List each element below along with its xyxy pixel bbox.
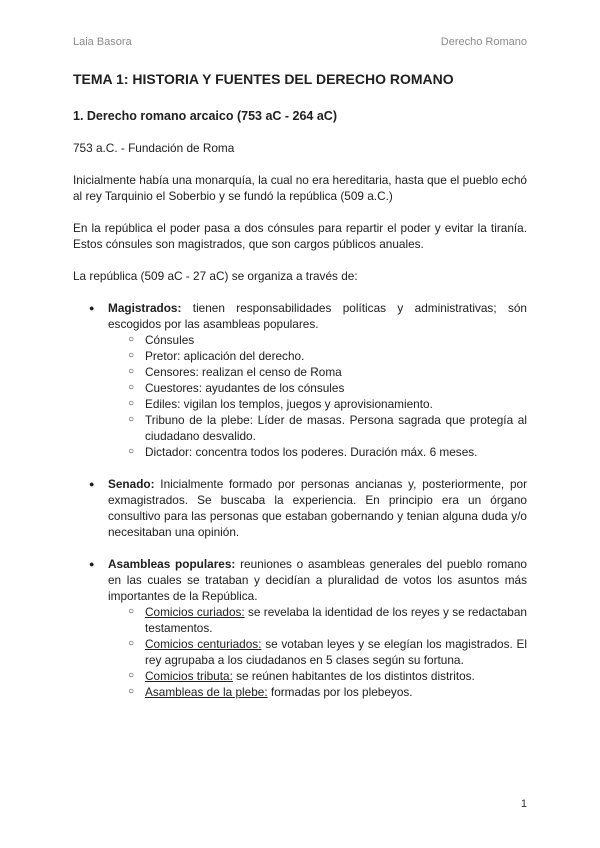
paragraph-monarchy: Inicialmente había una monarquía, la cual no era hereditaria, hasta que el pueblo echó al rey Tarquinio el Soberbio y se fundó la república (509 a.C.) [73,173,527,203]
list-item: ○ Dictador: concentra todos los poderes. Duración máx. 6 meses. [108,444,527,460]
desc-comicios-tributa: se reúnen habitantes de los distintos distritos. [232,669,475,683]
header-subject: Derecho Romano [440,36,527,48]
list-item [108,636,527,668]
header-author: Laia Basora [73,36,132,48]
organization-list [73,300,527,700]
document-title: TEMA 1: HISTORIA Y FUENTES DEL DERECHO ROMANO [73,71,454,87]
paragraph-consuls: En la república el poder pasa a dos cónsules para repartir el poder y evitar la tiranía. Estos cónsules son magistrados, que son cargos públicos anuales. [73,221,527,251]
list-item-asambleas [73,556,527,700]
term-comicios-centuriados: Comicios centuriados: [145,637,262,651]
document-body [73,70,527,716]
term-asambleas: Asambleas populares: [108,557,236,571]
paragraph-republic: La república (509 aC - 27 aC) se organiza a través de: [73,269,358,283]
term-asambleas-plebe: Asambleas de la plebe: [145,685,268,699]
desc-senado: Inicialmente formado por personas ancianas y, posteriormente, por exmagistrados. Se buscaba la experiencia. En principio era un órgano consultivo para las personas que estaban gobernando y tenian alguna duda y/o necesitaban una opinión. [108,477,527,539]
term-magistrados: Magistrados: [108,301,182,315]
desc-asambleas-plebe: formadas por los plebeyos. [267,685,413,699]
list-item: ○ Cuestores: ayudantes de los cónsules [108,380,527,396]
asambleas-sublist [108,604,527,700]
paragraph-founding: 753 a.C. - Fundación de Roma [73,141,235,155]
list-item-senado [73,476,527,540]
list-item: ○ Pretor: aplicación del derecho. [108,348,527,364]
section-heading: 1. Derecho romano arcaico (753 aC - 264 aC) [73,109,338,123]
list-item: ○ Ediles: vigilan los templos, juegos y aprovisionamiento. [108,396,527,412]
magistrados-sublist [108,332,527,460]
term-senado: Senado: [108,477,155,491]
list-item [108,684,527,700]
desc-asambleas: reuniones o asambleas generales del pueblo romano en las cuales se trataban y decidían a pluralidad de votos los asuntos más importantes de la República. [108,557,527,603]
term-comicios-tributa: Comicios tributa: [145,669,233,683]
list-item [108,668,527,684]
list-item: ○ Tribuno de la plebe: Líder de masas. Persona sagrada que protegía al ciudadano desvalido. [108,412,527,444]
list-item: ○ Cónsules [108,332,527,348]
desc-comicios-centuriados: se votaban leyes y se elegían los magistrados. El rey agrupaba a los ciudadanos en 5 clases según su fortuna. [145,637,527,667]
term-comicios-curiados: Comicios curiados: [145,605,245,619]
list-item-magistrados [73,300,527,460]
list-item [108,604,527,636]
list-item: ○ Censores: realizan el censo de Roma [108,364,527,380]
desc-comicios-curiados: se revelaba la identidad de los reyes y se redactaban testamentos. [145,605,527,635]
page-number: 1 [520,798,527,810]
desc-magistrados: tienen responsabilidades políticas y administrativas; són escogidos por las asambleas populares. [108,301,527,331]
